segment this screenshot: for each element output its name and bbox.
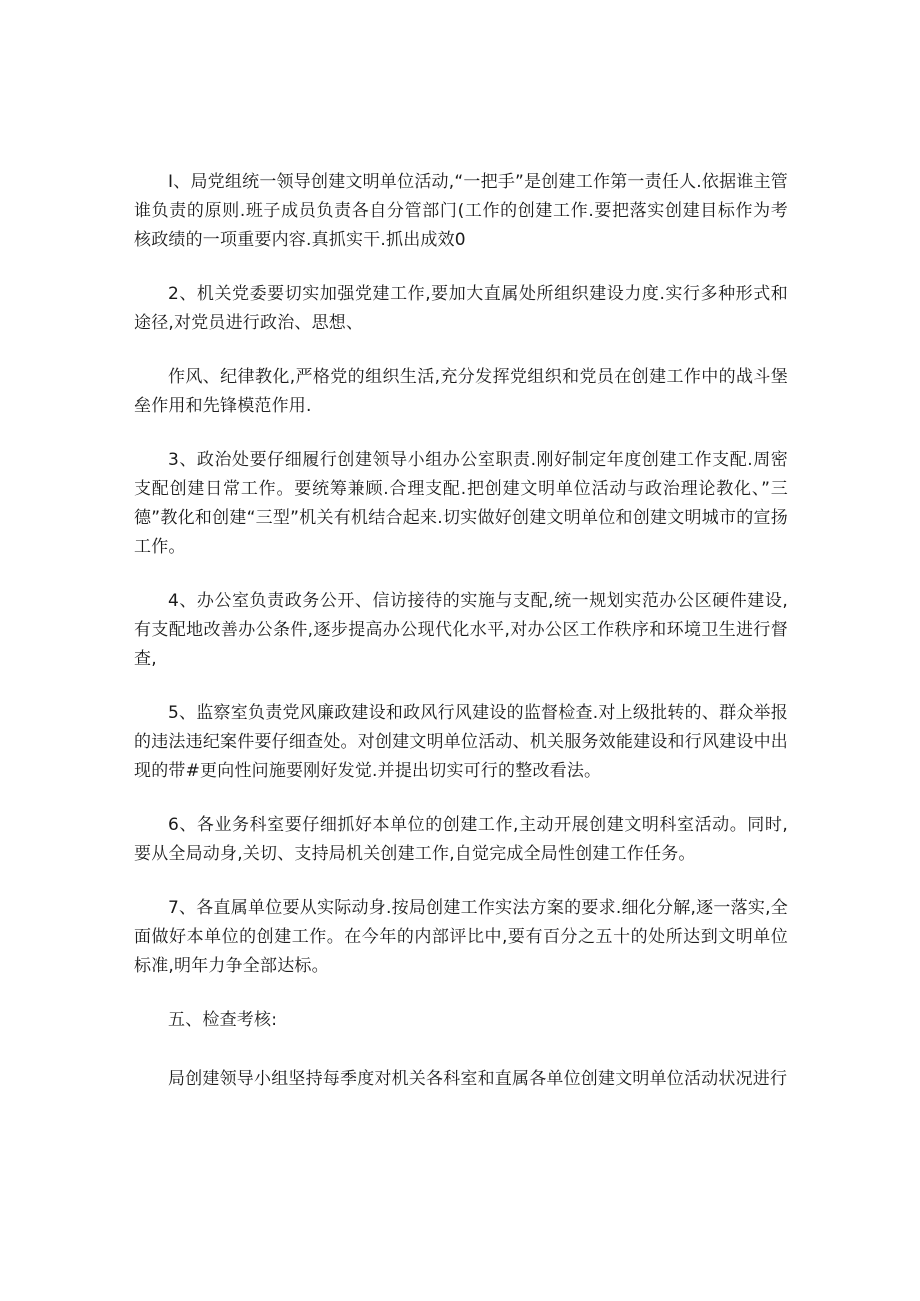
paragraph-5: 5、监察室负责党风廉政建设和政风行风建设的监督检查.对上级批转的、群众举报的违法违纪案件要仔细查处。对创建文明单位活动、机关服务效能建设和行风建设中出现的带#更向性问施要刚好发觉.并提出切实可行的整改看法。 — [134, 703, 788, 781]
final-paragraph: 局创建领导小组坚持每季度对机关各科室和直属各单位创建文明单位活动状况进行 — [168, 1069, 788, 1089]
paragraph-7: 7、各直属单位要从实际动身.按局创建工作实法方案的要求.细化分解,逐一落实,全面做好本单位的创建工作。在今年的内部评比中,要有百分之五十的处所达到文明单位标准,明年力争全部达标。 — [134, 898, 788, 976]
paragraph-6: 6、各业务科室要仔细抓好本单位的创建工作,主动开展创建文明科室活动。同时,要从全局动身,关切、支持局机关创建工作,自觉完成全局性创建工作任务。 — [134, 815, 788, 864]
section-heading: 五、检查考核: — [168, 1010, 278, 1030]
paragraph-4: 4、办公室负责政务公开、信访接待的实施与支配,统一规划实范办公区硬件建设,有支配地改善办公条件,逐步提高办公现代化水平,对办公区工作秩序和环境卫生进行督查, — [134, 591, 788, 669]
paragraph-2-continued: 作风、纪律教化,严格党的组织生活,充分发挥党组织和党员在创建工作中的战斗堡垒作用和先锋模范作用. — [134, 367, 788, 416]
paragraph-3: 3、政治处要仔细履行创建领导小组办公室职责.刚好制定年度创建工作支配.周密支配创建日常工作。要统筹兼顾.合理支配.把创建文明单位活动与政治理论教化、”三德”教化和创建“三型”机关有机结合起来.切实做好创建文明单位和创建文明城市的宣扬工作。 — [134, 450, 788, 557]
paragraph-2: 2、机关党委要切实加强党建工作,要加大直属处所组织建设力度.实行多种形式和途径,对党员进行政治、思想、 — [134, 284, 788, 333]
document-body — [134, 168, 788, 1119]
paragraph-1: I、局党组统一领导创建文明单位活动,“一把手”是创建工作第一责任人.依据谁主管谁负责的原则.班子成员负责各自分管部门(工作的创建工作.要把落实创建目标作为考核政绩的一项重要内容.真抓实干.抓出成效0 — [134, 172, 788, 250]
